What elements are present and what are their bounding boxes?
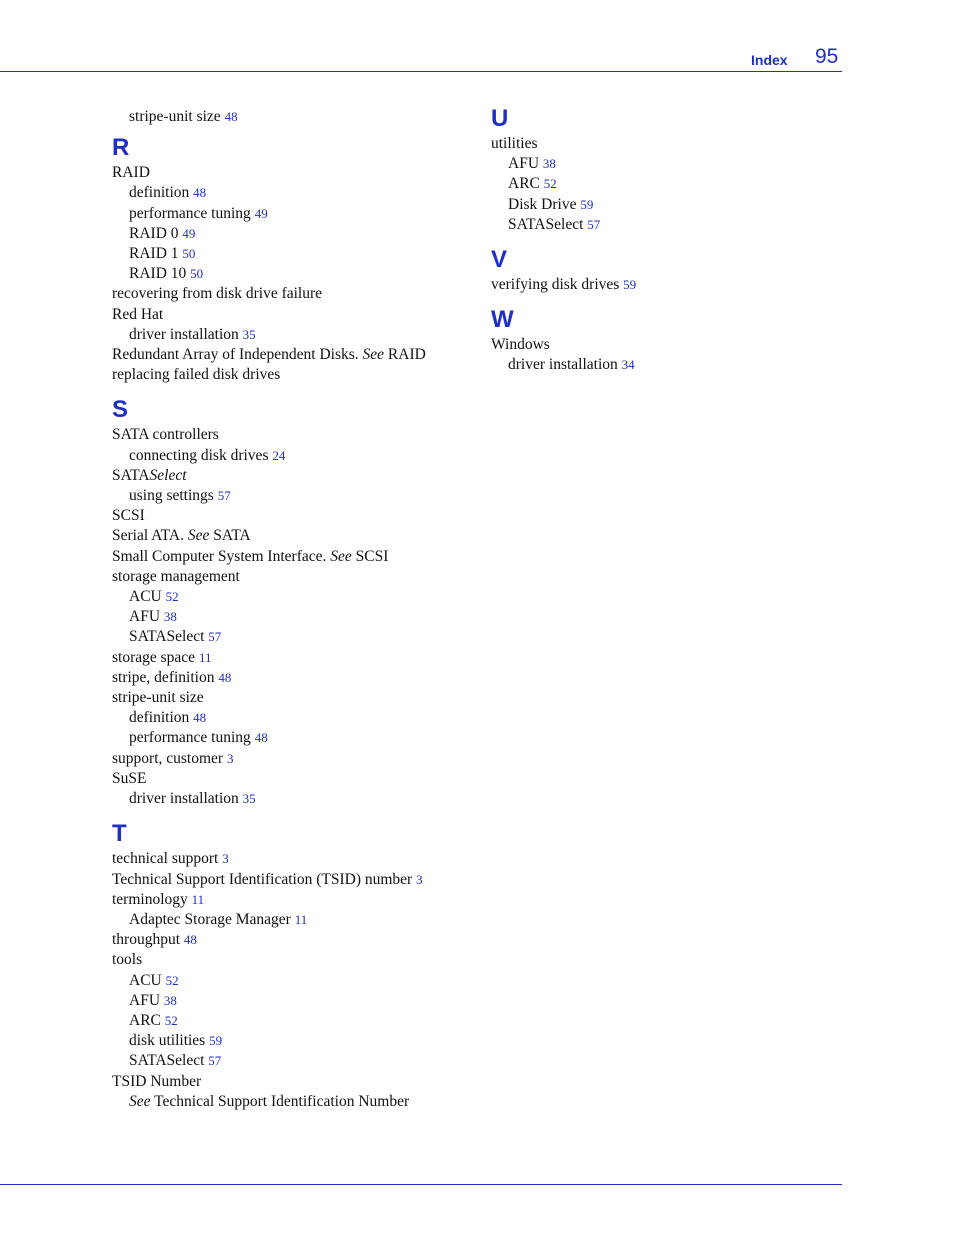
index-entry: Technical Support Identification (TSID) number 3 <box>112 870 423 888</box>
page-link[interactable]: 11 <box>294 911 308 927</box>
index-subentry: using settings 57 <box>129 487 231 505</box>
index-entry: storage management <box>112 567 240 585</box>
page-link[interactable]: 48 <box>254 730 268 746</box>
index-entry: recovering from disk drive failure <box>112 285 323 303</box>
page-link[interactable]: 3 <box>416 871 423 887</box>
page-link[interactable]: 49 <box>182 225 196 241</box>
index-entry: SATA controllers <box>112 426 219 444</box>
header-rule <box>0 71 842 72</box>
index-entry: stripe, definition 48 <box>112 668 232 686</box>
page-number: 95 <box>815 45 839 68</box>
page-link[interactable]: 34 <box>621 357 635 373</box>
index-column-right <box>491 104 791 376</box>
index-entry: replacing failed disk drives <box>112 366 281 384</box>
index-subentry: definition 48 <box>129 184 207 202</box>
page-link[interactable]: 3 <box>226 750 234 766</box>
page-link[interactable]: 11 <box>198 649 212 665</box>
index-subentry: SATASelect 57 <box>508 215 601 233</box>
index-subentry: driver installation 35 <box>129 325 256 343</box>
index-subentry: ARC 52 <box>129 1011 178 1029</box>
index-subentry: ACU 52 <box>129 971 179 989</box>
page-link[interactable]: 38 <box>163 609 177 625</box>
page-link[interactable]: 48 <box>218 669 232 685</box>
index-subentry: ARC 52 <box>508 175 557 193</box>
index-entry: Redundant Array of Independent Disks. See RAID <box>112 346 426 364</box>
page-link[interactable]: 52 <box>165 972 179 988</box>
footer-rule <box>0 1184 842 1185</box>
index-entry: SCSI <box>112 507 145 525</box>
page-link[interactable]: 59 <box>209 1033 223 1049</box>
index-entry: Small Computer System Interface. See SCSI <box>112 547 389 565</box>
index-entry: Windows <box>491 336 550 354</box>
section-letter-v: V <box>491 246 508 274</box>
index-subentry: AFU 38 <box>129 608 177 626</box>
page-link[interactable]: 48 <box>193 185 207 201</box>
page-link[interactable]: 57 <box>217 488 231 504</box>
index-subentry: Adaptec Storage Manager 11 <box>129 910 308 928</box>
index-column-left <box>112 107 472 1112</box>
page-link[interactable]: 52 <box>164 1012 178 1028</box>
index-subentry: stripe-unit size 48 <box>129 108 238 125</box>
index-subentry: definition 48 <box>129 709 207 727</box>
index-entry: support, customer 3 <box>112 749 234 767</box>
index-subentry: disk utilities 59 <box>129 1032 223 1050</box>
index-subentry: SATASelect 57 <box>129 628 222 646</box>
index-entry: TSID Number <box>112 1072 202 1090</box>
index-subentry: driver installation 34 <box>508 356 635 374</box>
page-link[interactable]: 59 <box>623 277 637 293</box>
index-entry: throughput 48 <box>112 931 197 949</box>
page-link[interactable]: 50 <box>190 266 204 282</box>
section-letter-r: R <box>112 134 130 162</box>
index-subentry: AFU 38 <box>129 991 177 1009</box>
index-entry: RAID <box>112 164 150 182</box>
page-link[interactable]: 3 <box>222 851 229 867</box>
index-subentry: RAID 0 49 <box>129 224 196 242</box>
page-link[interactable]: 57 <box>208 629 222 645</box>
page-link[interactable]: 52 <box>165 589 179 605</box>
section-letter-t: T <box>112 820 127 848</box>
index-entry: tools <box>112 951 143 969</box>
index-entry: SuSE <box>112 769 147 787</box>
index-subentry: driver installation 35 <box>129 790 256 808</box>
index-subentry: RAID 1 50 <box>129 245 196 263</box>
page-link[interactable]: 48 <box>183 932 197 948</box>
page-link[interactable]: 50 <box>182 246 196 262</box>
index-subentry: connecting disk drives 24 <box>129 446 286 464</box>
page-link[interactable]: 11 <box>191 891 205 907</box>
page-link[interactable]: 52 <box>543 176 557 192</box>
page-link[interactable]: 57 <box>587 216 601 232</box>
page-link[interactable]: 38 <box>542 156 556 172</box>
page-link[interactable]: 59 <box>580 196 594 212</box>
page-link[interactable]: 48 <box>193 710 207 726</box>
section-letter-s: S <box>112 396 129 424</box>
index-entry: SATASelect <box>112 466 187 484</box>
index-entry: utilities <box>491 135 538 152</box>
index-subentry: Disk Drive 59 <box>508 195 594 213</box>
running-head: Index <box>751 52 788 68</box>
index-entry: storage space 11 <box>112 648 212 666</box>
index-subentry: performance tuning 49 <box>129 204 268 222</box>
index-subentry: AFU 38 <box>508 155 556 173</box>
index-entry: verifying disk drives 59 <box>491 276 637 294</box>
index-subentry: ACU 52 <box>129 588 179 606</box>
page-link[interactable]: 35 <box>242 791 256 807</box>
page-link[interactable]: 57 <box>208 1053 222 1069</box>
index-entry: Red Hat <box>112 305 164 323</box>
index-entry: stripe-unit size <box>112 689 204 707</box>
page-link[interactable]: 35 <box>242 326 256 342</box>
page-link[interactable]: 48 <box>224 109 238 124</box>
index-entry: terminology 11 <box>112 890 205 908</box>
section-letter-w: W <box>491 306 514 334</box>
page-link[interactable]: 24 <box>272 447 286 463</box>
index-subentry: See Technical Support Identification Number <box>129 1092 410 1110</box>
page-link[interactable]: 38 <box>163 992 177 1008</box>
section-letter-u: U <box>491 105 509 132</box>
index-subentry: SATASelect 57 <box>129 1052 222 1070</box>
index-entry: Serial ATA. See SATA <box>112 527 251 545</box>
index-subentry: RAID 10 50 <box>129 265 204 283</box>
index-subentry: performance tuning 48 <box>129 729 268 747</box>
page-link[interactable]: 49 <box>254 205 268 221</box>
index-entry: technical support 3 <box>112 850 229 868</box>
